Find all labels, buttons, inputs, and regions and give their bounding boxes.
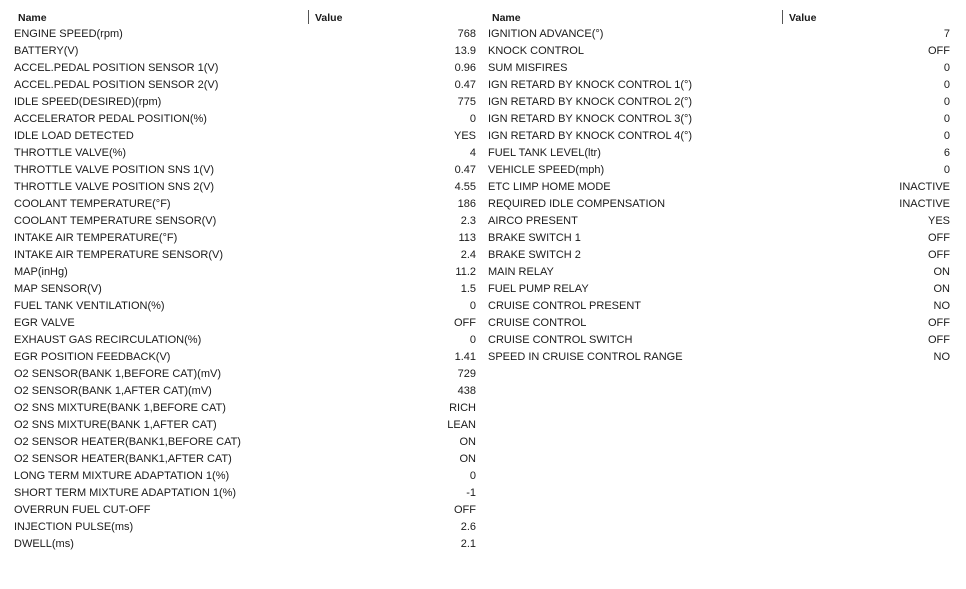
table-row[interactable] [14,502,480,519]
table-row[interactable] [14,383,480,400]
parameter-value: 768 [457,28,476,40]
parameter-value: INACTIVE [899,198,950,210]
table-row[interactable] [14,451,480,468]
parameter-name: MAIN RELAY [488,266,554,278]
parameter-value: 4 [469,147,476,159]
parameter-value: OFF [928,249,950,261]
parameter-value: 0 [943,113,950,125]
parameter-name: SUM MISFIRES [488,62,568,74]
parameter-value: OFF [454,504,476,516]
table-row[interactable] [488,264,952,281]
table-row[interactable] [488,26,952,43]
parameter-name: EGR POSITION FEEDBACK(V) [14,351,171,363]
parameter-name: EXHAUST GAS RECIRCULATION(%) [14,334,202,346]
parameter-value: 729 [457,368,476,380]
table-row[interactable] [14,417,480,434]
table-row[interactable] [14,145,480,162]
table-body-right [488,26,952,366]
table-row[interactable] [14,298,480,315]
table-header-left [14,9,480,26]
parameter-name: O2 SENSOR HEATER(BANK1,AFTER CAT) [14,453,232,465]
parameter-value: 0 [469,113,476,125]
table-row[interactable] [488,128,952,145]
parameter-name: ENGINE SPEED(rpm) [14,28,123,40]
table-row[interactable] [488,247,952,264]
table-row[interactable] [488,315,952,332]
table-row[interactable] [14,264,480,281]
parameter-value: 0 [943,96,950,108]
parameter-value: NO [933,300,950,312]
column-header-value[interactable]: Value [789,12,817,24]
parameter-value: YES [927,215,950,227]
parameter-value: 113 [458,232,476,244]
parameter-name: KNOCK CONTROL [488,45,584,57]
table-row[interactable] [14,485,480,502]
parameter-name: O2 SNS MIXTURE(BANK 1,BEFORE CAT) [14,402,226,414]
parameter-name: MAP(inHg) [14,266,68,278]
table-row[interactable] [14,179,480,196]
table-header-right [488,9,952,26]
table-row[interactable] [488,77,952,94]
table-row[interactable] [14,400,480,417]
table-row[interactable] [488,179,952,196]
parameter-value: 7 [943,28,950,40]
table-row[interactable] [14,315,480,332]
parameter-name: FUEL TANK VENTILATION(%) [14,300,165,312]
column-resize-handle[interactable] [308,10,309,24]
table-row[interactable] [14,213,480,230]
table-row[interactable] [14,162,480,179]
parameter-name: ETC LIMP HOME MODE [488,181,611,193]
parameter-value: OFF [928,334,950,346]
parameter-value: OFF [928,232,950,244]
parameter-name: O2 SENSOR HEATER(BANK1,BEFORE CAT) [14,436,241,448]
parameter-name: THROTTLE VALVE POSITION SNS 1(V) [14,164,215,176]
table-row[interactable] [14,43,480,60]
data-table-left [14,9,480,553]
parameter-value: 0 [469,300,476,312]
parameter-value: 186 [457,198,476,210]
parameter-value: 4.55 [454,181,476,193]
table-row[interactable] [488,349,952,366]
parameter-value: OFF [454,317,476,329]
parameter-value: 0.96 [454,62,476,74]
column-header-name[interactable]: Name [492,12,521,24]
column-header-name[interactable]: Name [18,12,47,24]
table-row[interactable] [14,230,480,247]
parameter-value: 2.1 [460,538,476,550]
parameter-name: REQUIRED IDLE COMPENSATION [488,198,666,210]
table-row[interactable] [14,60,480,77]
parameter-name: CRUISE CONTROL SWITCH [488,334,633,346]
parameter-value: -1 [466,487,476,499]
parameter-name: MAP SENSOR(V) [14,283,102,295]
parameter-value: 0 [943,79,950,91]
parameter-value: YES [453,130,476,142]
parameter-value: 2.4 [460,249,476,261]
parameter-name: SPEED IN CRUISE CONTROL RANGE [488,351,683,363]
parameter-value: ON [933,266,950,278]
table-row[interactable] [14,128,480,145]
parameter-name: DWELL(ms) [14,538,74,550]
parameter-value: 0 [943,130,950,142]
parameter-name: INJECTION PULSE(ms) [14,521,134,533]
parameter-name: ACCELERATOR PEDAL POSITION(%) [14,113,207,125]
table-row[interactable] [14,196,480,213]
parameter-name: SHORT TERM MIXTURE ADAPTATION 1(%) [14,487,237,499]
parameter-value: 0 [943,164,950,176]
table-row[interactable] [488,94,952,111]
parameter-value: ON [459,453,476,465]
table-row[interactable] [488,162,952,179]
parameter-name: O2 SENSOR(BANK 1,BEFORE CAT)(mV) [14,368,221,380]
parameter-name: LONG TERM MIXTURE ADAPTATION 1(%) [14,470,230,482]
parameter-value: ON [459,436,476,448]
table-row[interactable] [14,468,480,485]
table-row[interactable] [488,196,952,213]
parameter-value: 0 [943,62,950,74]
parameter-name: CRUISE CONTROL [488,317,587,329]
parameter-value: RICH [449,402,476,414]
parameter-name: BATTERY(V) [14,45,79,57]
parameter-value: 6 [943,147,950,159]
parameter-name: FUEL PUMP RELAY [488,283,589,295]
parameter-value: 775 [457,96,476,108]
table-row[interactable] [488,332,952,349]
parameter-value: 13.9 [454,45,476,57]
parameter-name: CRUISE CONTROL PRESENT [488,300,642,312]
parameter-name: IGN RETARD BY KNOCK CONTROL 4(°) [488,130,693,142]
parameter-name: FUEL TANK LEVEL(ltr) [488,147,601,159]
parameter-value: LEAN [447,419,476,431]
table-row[interactable] [488,281,952,298]
parameter-value: NO [933,351,950,363]
column-header-value[interactable]: Value [315,12,343,24]
parameter-name: IDLE LOAD DETECTED [14,130,134,142]
table-row[interactable] [14,332,480,349]
parameter-value: OFF [928,45,950,57]
parameter-name: THROTTLE VALVE(%) [14,147,127,159]
parameter-name: IGN RETARD BY KNOCK CONTROL 2(°) [488,96,693,108]
parameter-name: IGN RETARD BY KNOCK CONTROL 3(°) [488,113,693,125]
parameter-name: THROTTLE VALVE POSITION SNS 2(V) [14,181,215,193]
table-row[interactable] [14,111,480,128]
parameter-value: 2.6 [460,521,476,533]
parameter-name: COOLANT TEMPERATURE SENSOR(V) [14,215,217,227]
parameter-value: 1.41 [454,351,476,363]
table-row[interactable] [14,247,480,264]
table-row[interactable] [488,298,952,315]
parameter-value: OFF [928,317,950,329]
table-row[interactable] [14,26,480,43]
parameter-name: BRAKE SWITCH 1 [488,232,581,244]
parameter-value: 11.2 [455,266,476,278]
parameter-name: OVERRUN FUEL CUT-OFF [14,504,151,516]
parameter-name: IDLE SPEED(DESIRED)(rpm) [14,96,162,108]
table-row[interactable] [488,111,952,128]
parameter-value: 2.3 [460,215,476,227]
parameter-value: 1.5 [460,283,476,295]
table-row[interactable] [14,349,480,366]
table-row[interactable] [488,43,952,60]
table-row[interactable] [488,145,952,162]
parameter-name: O2 SNS MIXTURE(BANK 1,AFTER CAT) [14,419,217,431]
parameter-value: 0 [469,470,476,482]
parameter-value: 0 [469,334,476,346]
table-body-left [14,26,480,553]
parameter-name: COOLANT TEMPERATURE(°F) [14,198,171,210]
table-row[interactable] [14,77,480,94]
parameter-name: O2 SENSOR(BANK 1,AFTER CAT)(mV) [14,385,212,397]
table-row[interactable] [14,281,480,298]
parameter-name: IGNITION ADVANCE(°) [488,28,604,40]
table-row[interactable] [488,230,952,247]
parameter-value: INACTIVE [899,181,950,193]
table-row[interactable] [14,434,480,451]
table-row[interactable] [488,60,952,77]
parameter-name: EGR VALVE [14,317,75,329]
parameter-value: 0.47 [454,164,476,176]
table-row[interactable] [488,213,952,230]
parameter-value: 0.47 [454,79,476,91]
parameter-name: IGN RETARD BY KNOCK CONTROL 1(°) [488,79,693,91]
data-table-right [488,9,952,366]
column-resize-handle[interactable] [782,10,783,24]
parameter-value: ON [933,283,950,295]
parameter-name: INTAKE AIR TEMPERATURE SENSOR(V) [14,249,224,261]
parameter-name: ACCEL.PEDAL POSITION SENSOR 1(V) [14,62,219,74]
table-row[interactable] [14,519,480,536]
parameter-name: AIRCO PRESENT [488,215,578,227]
parameter-name: VEHICLE SPEED(mph) [488,164,605,176]
table-row[interactable] [14,536,480,553]
parameter-name: BRAKE SWITCH 2 [488,249,581,261]
parameter-name: ACCEL.PEDAL POSITION SENSOR 2(V) [14,79,219,91]
parameter-name: INTAKE AIR TEMPERATURE(°F) [14,232,178,244]
table-row[interactable] [14,94,480,111]
parameter-value: 438 [457,385,476,397]
table-row[interactable] [14,366,480,383]
